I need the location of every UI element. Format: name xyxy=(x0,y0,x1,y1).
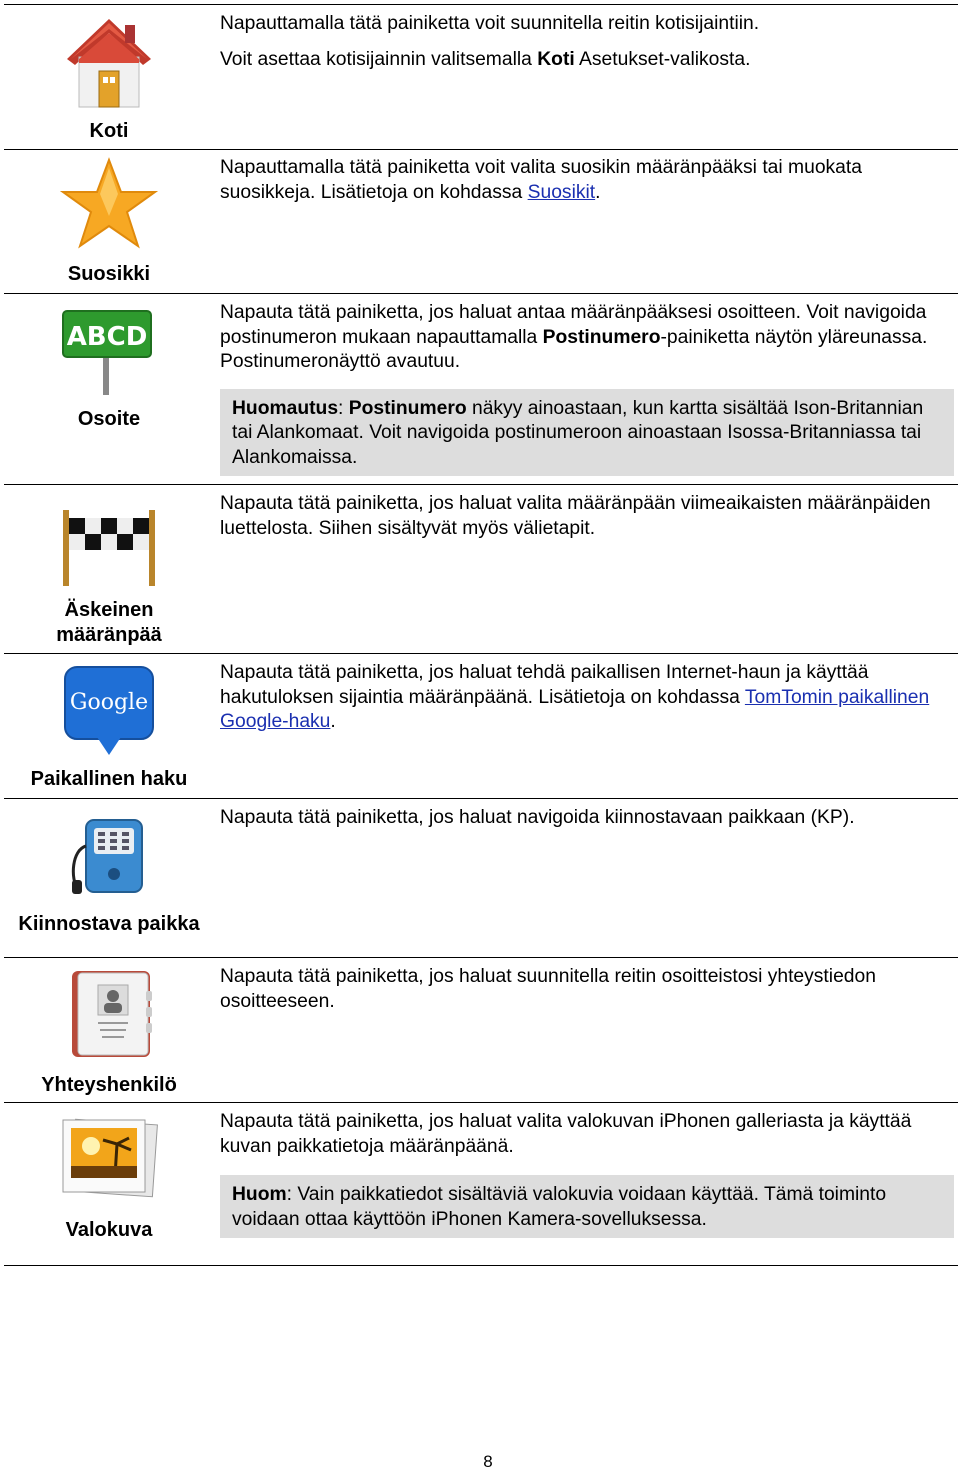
photos-icon xyxy=(59,1116,159,1205)
home-icon xyxy=(59,13,159,118)
description xyxy=(220,1110,950,1238)
button-cell xyxy=(4,959,214,1102)
table-row xyxy=(4,486,958,654)
description xyxy=(220,661,950,735)
google-search-icon xyxy=(61,665,157,764)
table-row xyxy=(4,800,958,958)
button-label: Äskeinen määränpää xyxy=(56,599,162,646)
sign-text: ABCD xyxy=(66,322,148,352)
description xyxy=(220,156,950,205)
table-row xyxy=(4,959,958,1103)
description xyxy=(220,301,950,476)
table-row xyxy=(4,655,958,799)
description-text: Napauta tätä painiketta, jos haluat valita määränpään viimeaikaisten määränpäiden luettelosta. Siihen sisältyvät myös välietapit. xyxy=(220,493,931,539)
description-text: Napauta tätä painiketta, jos haluat antaa määränpääksesi osoitteen. Voit navigoida postinumeron mukaan napauttamalla Postinumero-painiketta näytön yläreunassa. Postinumeronäyttö avautuu. xyxy=(220,302,928,372)
finish-flag-icon xyxy=(59,508,159,593)
description xyxy=(220,965,950,1014)
google-logo-text: Google xyxy=(69,690,149,715)
note-box: Huomautus: Postinumero näkyy ainoastaan, kun kartta sisältää Ison-Britannian tai Alankomaat. Voit navigoida postinumeroon ainoastaan Isossa-Britanniassa tai Alankomaissa. xyxy=(220,389,954,477)
button-label: Suosikki xyxy=(67,263,151,285)
button-cell xyxy=(4,800,214,957)
favourites-link[interactable]: Suosikit xyxy=(527,181,596,203)
payphone-icon xyxy=(64,816,154,907)
button-cell xyxy=(4,486,214,653)
button-cell xyxy=(4,5,214,149)
address-sign-icon xyxy=(59,307,159,402)
description-text: Napauttamalla tätä painiketta voit suunnitella reitin kotisijaintiin. xyxy=(220,13,760,34)
local-search-link[interactable]: TomTomin paikallinen Google-haku xyxy=(220,686,930,732)
button-label: Osoite xyxy=(77,408,141,430)
star-icon xyxy=(59,156,159,257)
button-cell xyxy=(4,1104,214,1265)
button-cell xyxy=(4,655,214,798)
button-label: Koti xyxy=(89,120,129,142)
note-box: Huom: Vain paikkatiedot sisältäviä valokuvia voidaan käyttää. Tämä toiminto voidaan ottaa käyttöön iPhonen Kamera-sovelluksessa. xyxy=(220,1175,954,1238)
description xyxy=(220,492,950,541)
table-row xyxy=(4,295,958,485)
button-cell xyxy=(4,295,214,484)
button-label: Kiinnostava paikka xyxy=(18,913,200,935)
page-number: 8 xyxy=(483,1452,493,1471)
contacts-book-icon xyxy=(64,967,154,1064)
description-text: Napauttamalla tätä painiketta voit valita suosikin määränpääksi tai muokata suosikkeja. Lisätietoja on kohdassa Suosikit. xyxy=(220,157,862,203)
description-text: Napauta tätä painiketta, jos haluat tehdä paikallisen Internet-haun ja käyttää hakutuloksen sijaintia määränpäänä. Lisätietoja on kohdassa TomTomin paikallinen Google-haku. xyxy=(220,662,930,732)
description-text: Napauta tätä painiketta, jos haluat navigoida kiinnostavaan paikkaan (KP). xyxy=(220,807,855,828)
table-row xyxy=(4,4,958,150)
description xyxy=(220,12,950,72)
table-row xyxy=(4,1104,958,1266)
button-label: Yhteyshenkilö xyxy=(41,1074,177,1096)
button-label: Valokuva xyxy=(65,1219,153,1241)
description-text: Napauta tätä painiketta, jos haluat suunnitella reitin osoitteistosi yhteystiedon osoitteeseen. xyxy=(220,966,876,1012)
table-row xyxy=(4,150,958,294)
description-text: Voit asettaa kotisijainnin valitsemalla Koti Asetukset-valikosta. xyxy=(220,48,751,70)
description-text: Napauta tätä painiketta, jos haluat valita valokuvan iPhonen galleriasta ja käyttää kuvan paikkatietoja määränpäänä. xyxy=(220,1111,912,1157)
description xyxy=(220,806,950,831)
button-cell xyxy=(4,150,214,293)
button-label: Paikallinen haku xyxy=(30,768,188,790)
